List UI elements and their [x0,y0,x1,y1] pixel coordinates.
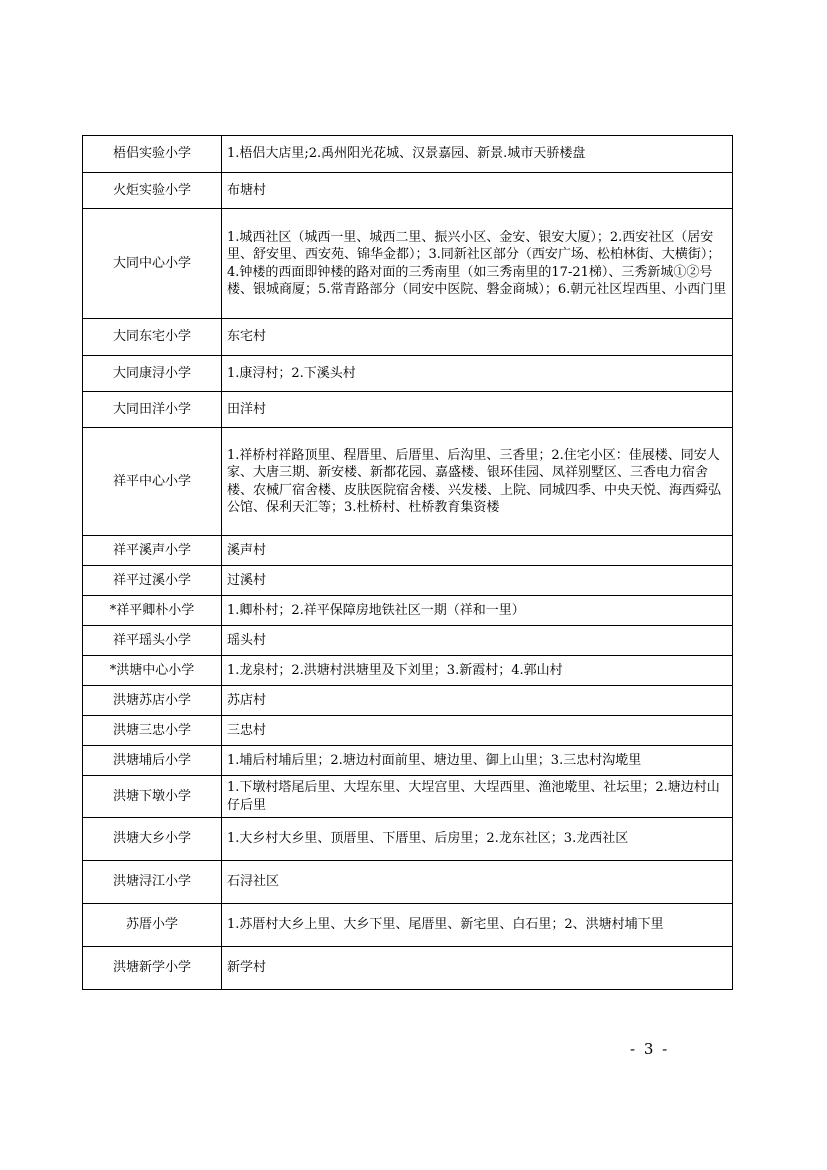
enrollment-area: 瑶头村 [222,626,733,656]
enrollment-area: 1.下墩村塔尾后里、大埕东里、大埕宫里、大埕西里、渔池墘里、社坛里；2.塘边村山仔后里 [222,776,733,818]
table-row [83,392,733,428]
school-name: 大同中心小学 [83,209,222,319]
table-row [83,818,733,861]
school-name: 大同东宅小学 [83,319,222,356]
enrollment-area: 苏店村 [222,686,733,716]
table-row [83,716,733,746]
school-zone-table [82,135,733,990]
school-name: 祥平过溪小学 [83,566,222,596]
enrollment-area: 1.龙泉村；2.洪塘村洪塘里及下刘里；3.新霞村；4.郭山村 [222,656,733,686]
school-name: 大同康浔小学 [83,356,222,392]
table-row [83,536,733,566]
school-name: 洪塘下墩小学 [83,776,222,818]
table-row [83,656,733,686]
school-name: 洪塘埔后小学 [83,746,222,776]
school-name: 苏厝小学 [83,904,222,947]
school-name: 火炬实验小学 [83,173,222,209]
school-name: 祥平瑶头小学 [83,626,222,656]
table-row [83,173,733,209]
table-row [83,596,733,626]
enrollment-area: 1.大乡村大乡里、顶厝里、下厝里、后房里；2.龙东社区；3.龙西社区 [222,818,733,861]
school-name: 洪塘苏店小学 [83,686,222,716]
school-name: 洪塘三忠小学 [83,716,222,746]
table-row [83,746,733,776]
school-name: 祥平中心小学 [83,428,222,536]
school-name: 洪塘浔江小学 [83,861,222,904]
school-name: 大同田洋小学 [83,392,222,428]
enrollment-area: 1.埔后村埔后里；2.塘边村面前里、塘边里、御上山里；3.三忠村沟墘里 [222,746,733,776]
table-row [83,136,733,173]
enrollment-area: 1.梧侣大店里;2.禹州阳光花城、汉景嘉园、新景.城市天骄楼盘 [222,136,733,173]
table-row [83,566,733,596]
enrollment-area: 1.祥桥村祥路顶里、程厝里、后厝里、后沟里、三香里；2.住宅小区：佳展楼、同安人家、大唐三期、新安楼、新都花园、嘉盛楼、银环佳园、凤祥别墅区、三香电力宿舍楼、农械厂宿舍楼、皮肤医院宿舍楼、兴发楼、上院、同城四季、中央天悦、海西舜弘公馆、保利天汇等；3.杜桥村、杜桥教育集资楼 [222,428,733,536]
table-row [83,947,733,990]
enrollment-area: 东宅村 [222,319,733,356]
school-name: 洪塘大乡小学 [83,818,222,861]
enrollment-area: 1.城西社区（城西一里、城西二里、振兴小区、金安、银安大厦）；2.西安社区（居安里、舒安里、西安苑、锦华金都）；3.同新社区部分（西安广场、松柏林街、大横街）；4.钟楼的西面即钟楼的路对面的三秀南里（如三秀南里的17-21梯）、三秀新城①②号楼、银城商厦；5.常青路部分（同安中医院、磐金商城）；6.朝元社区埕西里、小西门里 [222,209,733,319]
enrollment-area: 新学村 [222,947,733,990]
page-number: - 3 - [630,1040,670,1058]
enrollment-area: 三忠村 [222,716,733,746]
table-row [83,319,733,356]
table-row [83,686,733,716]
table-row [83,861,733,904]
school-name: *祥平卿朴小学 [83,596,222,626]
enrollment-area: 1.康浔村；2.下溪头村 [222,356,733,392]
enrollment-area: 溪声村 [222,536,733,566]
table-row [83,209,733,319]
enrollment-area: 过溪村 [222,566,733,596]
enrollment-area: 布塘村 [222,173,733,209]
school-name: 梧侣实验小学 [83,136,222,173]
table-row [83,356,733,392]
school-name: 洪塘新学小学 [83,947,222,990]
table-row [83,428,733,536]
school-name: *洪塘中心小学 [83,656,222,686]
enrollment-area: 1.苏厝村大乡上里、大乡下里、尾厝里、新宅里、白石里；2、洪塘村埔下里 [222,904,733,947]
table-row [83,626,733,656]
enrollment-area: 田洋村 [222,392,733,428]
enrollment-area: 1.卿朴村；2.祥平保障房地铁社区一期（祥和一里） [222,596,733,626]
table-row [83,776,733,818]
table-row [83,904,733,947]
school-name: 祥平溪声小学 [83,536,222,566]
enrollment-area: 石浔社区 [222,861,733,904]
